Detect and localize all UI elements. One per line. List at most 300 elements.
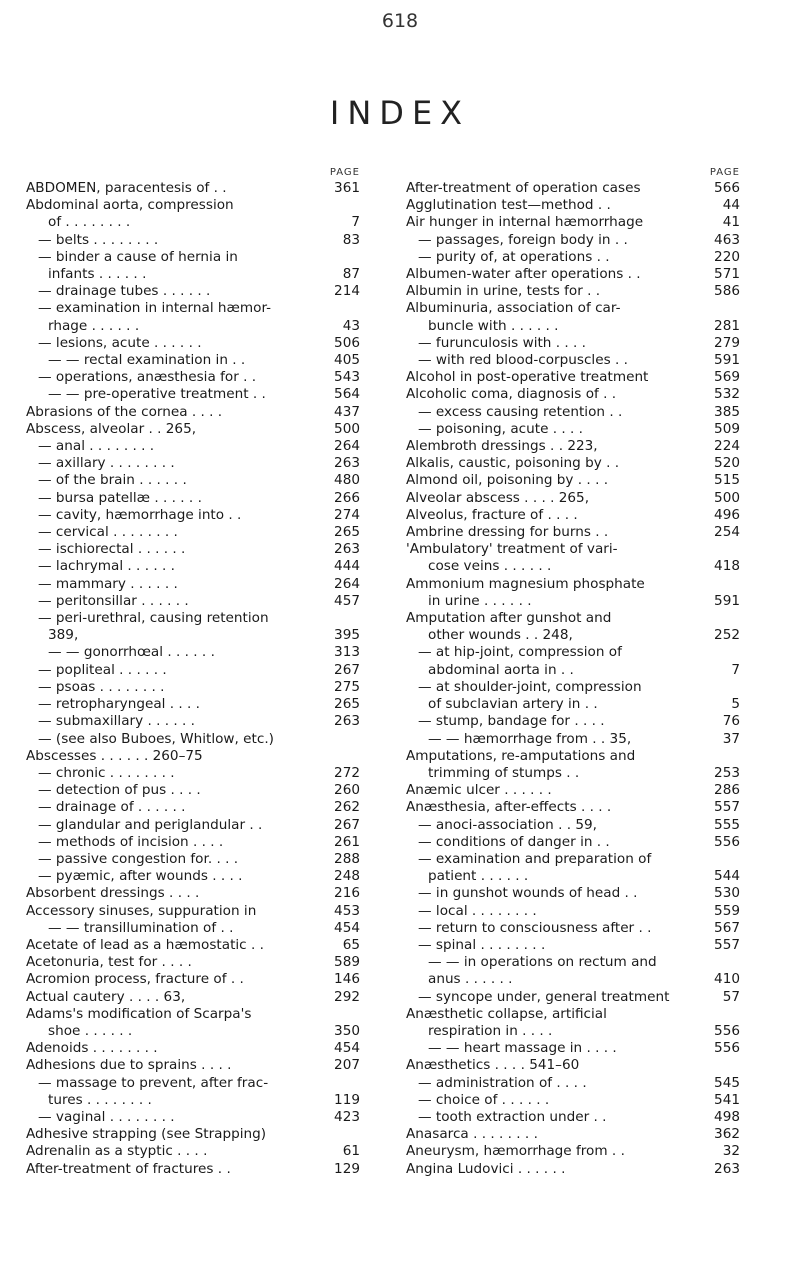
index-entry [406, 438, 740, 455]
entry-text: — submaxillary . . . . . . [38, 713, 196, 730]
entry-text: — conditions of danger in . . [418, 833, 610, 850]
entry-page: 556 [714, 1040, 740, 1057]
entry-page: 267 [334, 661, 360, 678]
index-entry [406, 1126, 740, 1143]
entry-text: 'Ambulatory' treatment of vari- [406, 541, 618, 558]
entry-text: in urine . . . . . . [428, 592, 532, 609]
entry-page: 224 [714, 438, 740, 455]
index-entry [406, 558, 740, 575]
index-entry [26, 369, 360, 386]
index-entry [26, 920, 360, 937]
entry-page: 509 [714, 420, 740, 437]
index-entry [26, 1126, 360, 1143]
entry-page: 292 [334, 988, 360, 1005]
entry-text: Alveolar abscess . . . . 265, [406, 489, 590, 506]
entry-text: Amputations, re-amputations and [406, 747, 636, 764]
index-entry [26, 868, 360, 885]
entry-text: Albumin in urine, tests for . . [406, 283, 601, 300]
index-entry [26, 386, 360, 403]
entry-page: 281 [714, 317, 740, 334]
entry-page: 262 [334, 799, 360, 816]
index-entry [406, 1161, 740, 1178]
index-entry [26, 971, 360, 988]
entry-page: 61 [342, 1143, 360, 1160]
entry-page: 267 [334, 816, 360, 833]
index-entry [406, 834, 740, 851]
entry-text: patient . . . . . . [428, 868, 529, 885]
entry-page: 7 [351, 214, 360, 231]
entry-page: 564 [334, 386, 360, 403]
entry-page: 265 [334, 524, 360, 541]
entry-page: 520 [714, 455, 740, 472]
entry-text: Absorbent dressings . . . . [26, 885, 200, 902]
index-entry [406, 455, 740, 472]
entry-text: — cavity, hæmorrhage into . . [38, 506, 242, 523]
entry-text: Alcoholic coma, diagnosis of . . [406, 386, 617, 403]
index-entry [406, 421, 740, 438]
entry-text: Albumen-water after operations . . [406, 266, 641, 283]
page-number: 618 [381, 10, 419, 32]
entry-text: — peritonsillar . . . . . . [38, 592, 189, 609]
entry-text: — massage to prevent, after frac- [38, 1074, 269, 1091]
entry-text: — — heart massage in . . . . [428, 1040, 617, 1057]
entry-text: Alkalis, caustic, poisoning by . . [406, 455, 620, 472]
entry-text: Abrasions of the cornea . . . . [26, 403, 223, 420]
entry-page: 146 [334, 971, 360, 988]
entry-page: 286 [714, 782, 740, 799]
entry-text: — stump, bandage for . . . . [418, 713, 605, 730]
entry-text: Alcohol in post-operative treatment [406, 369, 649, 386]
entry-text: Anasarca . . . . . . . . [406, 1126, 538, 1143]
index-entry [406, 782, 740, 799]
entry-page: 87 [342, 266, 360, 283]
entry-text: — vaginal . . . . . . . . [38, 1108, 175, 1125]
entry-text: Abscess, alveolar . . 265, [26, 420, 197, 437]
entry-page: 556 [714, 1022, 740, 1039]
index-entry [26, 903, 360, 920]
entry-page: 254 [714, 524, 740, 541]
entry-text: Alembroth dressings . . 223, [406, 438, 598, 455]
entry-page: 571 [714, 266, 740, 283]
entry-text: of . . . . . . . . [48, 214, 131, 231]
entry-text: — poisoning, acute . . . . [418, 420, 583, 437]
entry-page: 395 [334, 627, 360, 644]
entry-page: 506 [334, 334, 360, 351]
entry-text: — excess causing retention . . [418, 403, 623, 420]
index-entry [406, 472, 740, 489]
entry-text: Actual cautery . . . . 63, [26, 988, 186, 1005]
entry-text: — retropharyngeal . . . . [38, 696, 200, 713]
index-entry [406, 817, 740, 834]
index-entry [26, 782, 360, 799]
entry-page: 216 [334, 885, 360, 902]
entry-page: 385 [714, 403, 740, 420]
entry-page: 556 [714, 833, 740, 850]
index-entry [26, 644, 360, 661]
entry-page: 544 [714, 868, 740, 885]
index-entry [406, 232, 740, 249]
entry-text: Alveolus, fracture of . . . . [406, 506, 578, 523]
entry-text: — chronic . . . . . . . . [38, 764, 175, 781]
index-entry [406, 1023, 740, 1040]
entry-page: 266 [334, 489, 360, 506]
entry-text: — examination in internal hæmor- [38, 300, 272, 317]
index-entry [406, 1006, 740, 1023]
index-entry [26, 817, 360, 834]
entry-text: trimming of stumps . . [428, 764, 580, 781]
index-entry [406, 799, 740, 816]
entry-page: 263 [334, 541, 360, 558]
index-entry [406, 335, 740, 352]
index-entry [26, 851, 360, 868]
entry-text: — return to consciousness after . . [418, 919, 652, 936]
entry-text: Adams's modification of Scarpa's [26, 1005, 252, 1022]
index-entry [406, 249, 740, 266]
entry-text: After-treatment of fractures . . [26, 1160, 231, 1177]
entry-page: 543 [334, 369, 360, 386]
index-entry [406, 576, 740, 593]
index-entry [406, 1109, 740, 1126]
index-entry [406, 765, 740, 782]
index-entry [26, 1057, 360, 1074]
entry-text: cose veins . . . . . . [428, 558, 552, 575]
entry-text: Adhesive strapping (see Strapping) [26, 1126, 267, 1143]
entry-text: Accessory sinuses, suppuration in [26, 902, 257, 919]
index-column-right [406, 164, 740, 1178]
entry-text: — popliteal . . . . . . [38, 661, 167, 678]
entry-text: — ischiorectal . . . . . . [38, 541, 186, 558]
entry-text: — — in operations on rectum and [428, 954, 657, 971]
index-entry [406, 369, 740, 386]
index-entry [26, 885, 360, 902]
index-title: INDEX [329, 94, 471, 132]
entry-text: respiration in . . . . [428, 1022, 553, 1039]
index-entry [406, 748, 740, 765]
index-entry [26, 541, 360, 558]
entry-text: — — hæmorrhage from . . 35, [428, 730, 632, 747]
index-entry [26, 1040, 360, 1057]
index-entry [26, 576, 360, 593]
entry-text: Ambrine dressing for burns . . [406, 524, 609, 541]
entry-text: anus . . . . . . [428, 971, 513, 988]
index-entry [406, 404, 740, 421]
entry-text: tures . . . . . . . . [48, 1091, 152, 1108]
entry-page: 454 [334, 919, 360, 936]
index-entry [26, 318, 360, 335]
entry-page: 567 [714, 919, 740, 936]
index-entry [406, 989, 740, 1006]
index-entry [406, 524, 740, 541]
entry-page: 463 [714, 231, 740, 248]
entry-page: 261 [334, 833, 360, 850]
entry-page: 569 [714, 369, 740, 386]
entry-page: 437 [334, 403, 360, 420]
index-entry [406, 180, 740, 197]
entry-text: Anæsthesia, after-effects . . . . [406, 799, 612, 816]
entry-text: — passive congestion for. . . . [38, 850, 239, 867]
entry-page: 119 [334, 1091, 360, 1108]
index-entry [406, 937, 740, 954]
index-entry [26, 232, 360, 249]
entry-text: Agglutination test—method . . [406, 197, 611, 214]
entry-page: 275 [334, 678, 360, 695]
index-entry [26, 1075, 360, 1092]
index-entry [26, 799, 360, 816]
index-entry [406, 903, 740, 920]
entry-text: — detection of pus . . . . [38, 782, 201, 799]
entry-text: — at hip-joint, compression of [418, 644, 622, 661]
index-entry [26, 748, 360, 765]
index-entry [406, 593, 740, 610]
entry-page: 454 [334, 1040, 360, 1057]
index-entry [26, 765, 360, 782]
entry-page: 263 [714, 1160, 740, 1177]
index-entry [406, 490, 740, 507]
entry-text: — glandular and periglandular . . [38, 816, 263, 833]
entry-page: 500 [714, 489, 740, 506]
index-entry [26, 662, 360, 679]
index-entry [26, 696, 360, 713]
entry-page: 44 [722, 197, 740, 214]
index-entry [26, 954, 360, 971]
entry-page: 362 [714, 1126, 740, 1143]
entry-text: — tooth extraction under . . [418, 1108, 607, 1125]
entry-page: 444 [334, 558, 360, 575]
entry-text: — lachrymal . . . . . . [38, 558, 175, 575]
entry-page: 32 [722, 1143, 740, 1160]
entry-page: 405 [334, 352, 360, 369]
index-entry [26, 214, 360, 231]
entry-text: — peri-urethral, causing retention [38, 610, 269, 627]
entry-text: — methods of incision . . . . [38, 833, 224, 850]
index-entry [406, 300, 740, 317]
entry-page: 515 [714, 472, 740, 489]
index-entry [406, 1040, 740, 1057]
left-entry-list [26, 180, 360, 1178]
page-column-header: PAGE [329, 167, 360, 178]
index-entry [26, 1161, 360, 1178]
index-entry [406, 713, 740, 730]
entry-text: After-treatment of operation cases [406, 180, 641, 196]
entry-page: 263 [334, 455, 360, 472]
entry-page: 410 [714, 971, 740, 988]
entry-page: 264 [334, 575, 360, 592]
entry-page: 457 [334, 592, 360, 609]
entry-page: 7 [731, 661, 740, 678]
index-entry [26, 352, 360, 369]
entry-page: 288 [334, 850, 360, 867]
entry-text: — bursa patellæ . . . . . . [38, 489, 202, 506]
entry-page: 530 [714, 885, 740, 902]
entry-text: — — transillumination of . . [48, 919, 234, 936]
entry-text: Acetonuria, test for . . . . [26, 954, 192, 971]
entry-text: — in gunshot wounds of head . . [418, 885, 638, 902]
entry-page: 43 [342, 317, 360, 334]
entry-page: 252 [714, 627, 740, 644]
index-entry [26, 455, 360, 472]
entry-page: 591 [714, 352, 740, 369]
entry-page: 566 [714, 180, 740, 196]
index-entry [26, 180, 360, 197]
entry-text: of subclavian artery in . . [428, 696, 598, 713]
index-entry [26, 404, 360, 421]
index-entry [406, 644, 740, 661]
entry-text: — purity of, at operations . . [418, 248, 610, 265]
entry-page: 532 [714, 386, 740, 403]
entry-page: 541 [714, 1091, 740, 1108]
entry-text: Abdominal aorta, compression [26, 197, 234, 214]
page-column-header: PAGE [709, 167, 740, 178]
entry-text: — drainage of . . . . . . [38, 799, 186, 816]
entry-text: shoe . . . . . . [48, 1022, 133, 1039]
entry-page: 350 [334, 1022, 360, 1039]
index-entry [26, 989, 360, 1006]
index-entry [26, 266, 360, 283]
entry-text: Anæsthetic collapse, artificial [406, 1005, 607, 1022]
index-entry [406, 197, 740, 214]
index-entry [406, 679, 740, 696]
index-entry [26, 1143, 360, 1160]
index-entry [406, 731, 740, 748]
entry-text: — administration of . . . . [418, 1074, 587, 1091]
entry-text: — anal . . . . . . . . [38, 438, 155, 455]
index-entry [406, 920, 740, 937]
entry-text: — passages, foreign body in . . [418, 231, 628, 248]
entry-page: 589 [334, 954, 360, 971]
entry-page: 453 [334, 902, 360, 919]
entry-text: — drainage tubes . . . . . . [38, 283, 211, 300]
index-entry [26, 679, 360, 696]
index-entry [26, 524, 360, 541]
entry-page: 129 [334, 1160, 360, 1177]
index-entry [406, 1075, 740, 1092]
entry-page: 264 [334, 438, 360, 455]
entry-text: rhage . . . . . . [48, 317, 140, 334]
entry-text: Aneurysm, hæmorrhage from . . [406, 1143, 625, 1160]
index-entry [406, 352, 740, 369]
entry-page: 263 [334, 713, 360, 730]
entry-page: 37 [722, 730, 740, 747]
entry-page: 76 [722, 713, 740, 730]
index-entry [26, 197, 360, 214]
entry-page: 313 [334, 644, 360, 661]
entry-text: — psoas . . . . . . . . [38, 678, 165, 695]
entry-text: — — rectal examination in . . [48, 352, 246, 369]
entry-page: 248 [334, 868, 360, 885]
index-entry [26, 283, 360, 300]
entry-text: — axillary . . . . . . . . [38, 455, 175, 472]
entry-page: 265 [334, 696, 360, 713]
entry-text: — operations, anæsthesia for . . [38, 369, 257, 386]
index-entry [26, 335, 360, 352]
index-entry [26, 834, 360, 851]
index-entry [26, 558, 360, 575]
index-entry [406, 885, 740, 902]
entry-text: — pyæmic, after wounds . . . . [38, 868, 243, 885]
index-entry [406, 610, 740, 627]
index-entry [26, 593, 360, 610]
entry-page: 83 [342, 231, 360, 248]
entry-text: abdominal aorta in . . [428, 661, 574, 678]
index-entry [406, 954, 740, 971]
index-entry [406, 266, 740, 283]
entry-text: Air hunger in internal hæmorrhage [406, 214, 644, 231]
entry-text: ABDOMEN, paracentesis of . . [26, 180, 227, 196]
entry-text: — (see also Buboes, Whitlow, etc.) [38, 730, 274, 747]
index-entry [26, 713, 360, 730]
entry-text: buncle with . . . . . . [428, 317, 559, 334]
entry-text: — examination and preparation of [418, 850, 652, 867]
entry-text: — with red blood-corpuscles . . [418, 352, 628, 369]
entry-text: — local . . . . . . . . [418, 902, 537, 919]
entry-text: Abscesses . . . . . . 260–75 [26, 747, 203, 764]
entry-text: — — pre-operative treatment . . [48, 386, 266, 403]
index-entry [26, 731, 360, 748]
index-entry [406, 851, 740, 868]
index-entry [406, 1143, 740, 1160]
entry-page: 260 [334, 782, 360, 799]
index-entry [26, 472, 360, 489]
entry-page: 496 [714, 506, 740, 523]
index-entry [406, 971, 740, 988]
entry-page: 591 [714, 592, 740, 609]
entry-text: — cervical . . . . . . . . [38, 524, 178, 541]
index-entry [26, 627, 360, 644]
entry-text: — furunculosis with . . . . [418, 334, 586, 351]
index-entry [26, 610, 360, 627]
entry-page: 555 [714, 816, 740, 833]
entry-text: Adhesions due to sprains . . . . [26, 1057, 232, 1074]
entry-page: 361 [334, 180, 360, 196]
index-entry [26, 421, 360, 438]
entry-text: Ammonium magnesium phosphate [406, 575, 645, 592]
index-entry [406, 541, 740, 558]
entry-page: 498 [714, 1108, 740, 1125]
entry-text: — anoci-association . . 59, [418, 816, 597, 833]
entry-page: 545 [714, 1074, 740, 1091]
entry-page: 480 [334, 472, 360, 489]
entry-page: 586 [714, 283, 740, 300]
entry-text: Acromion process, fracture of . . [26, 971, 244, 988]
entry-page: 65 [342, 936, 360, 953]
entry-page: 41 [722, 214, 740, 231]
entry-text: Almond oil, poisoning by . . . . [406, 472, 609, 489]
index-entry [26, 300, 360, 317]
index-entry [406, 662, 740, 679]
index-entry [26, 1109, 360, 1126]
entry-text: Angina Ludovici . . . . . . [406, 1160, 566, 1177]
entry-page: 500 [334, 420, 360, 437]
entry-page: 253 [714, 764, 740, 781]
entry-text: Amputation after gunshot and [406, 610, 612, 627]
index-entry [406, 386, 740, 403]
entry-page: 279 [714, 334, 740, 351]
index-entry [26, 507, 360, 524]
right-entry-list [406, 180, 740, 1178]
entry-text: Adrenalin as a styptic . . . . [26, 1143, 208, 1160]
entry-page: 274 [334, 506, 360, 523]
entry-text: Acetate of lead as a hæmostatic . . [26, 936, 264, 953]
entry-text: Anæmic ulcer . . . . . . [406, 782, 552, 799]
index-entry [406, 1057, 740, 1074]
entry-text: — belts . . . . . . . . [38, 231, 159, 248]
entry-text: Anæsthetics . . . . 541–60 [406, 1057, 580, 1074]
index-entry [406, 627, 740, 644]
entry-text: Albuminuria, association of car- [406, 300, 621, 317]
index-entry [26, 937, 360, 954]
index-entry [26, 1023, 360, 1040]
entry-page: 557 [714, 936, 740, 953]
